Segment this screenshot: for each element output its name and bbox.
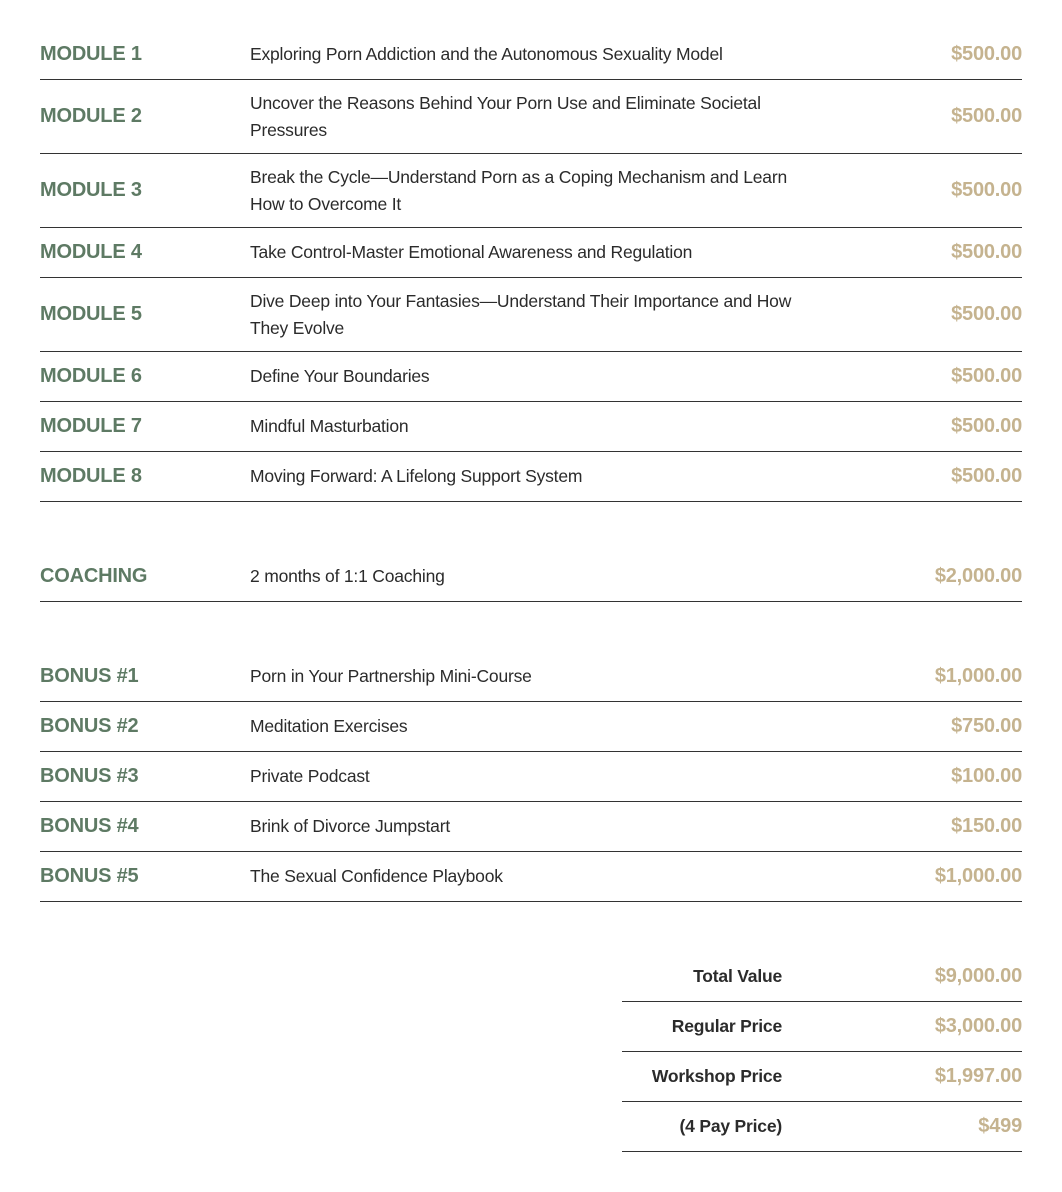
summary-price: $1,997.00: [934, 1065, 1022, 1087]
module-price: $500.00: [951, 179, 1022, 201]
module-price: $500.00: [951, 365, 1022, 387]
bonus-row: [40, 702, 1022, 752]
summary-label: Total Value: [693, 966, 782, 986]
coaching-label: COACHING: [40, 565, 148, 587]
summary-price: $9,000.00: [934, 965, 1022, 987]
module-row: [40, 278, 1022, 352]
module-row: [40, 352, 1022, 402]
bonus-label: BONUS #2: [40, 715, 139, 737]
bonus-row: [40, 752, 1022, 802]
bonus-price: $100.00: [951, 765, 1022, 787]
summary-row: [622, 1102, 1022, 1152]
bonus-row: [40, 652, 1022, 702]
module-title: Define Your Boundaries: [250, 366, 430, 386]
module-price: $500.00: [951, 465, 1022, 487]
module-row: [40, 228, 1022, 278]
bonus-label: BONUS #4: [40, 815, 139, 837]
summary-label: (4 Pay Price): [679, 1116, 782, 1136]
modules-table: [40, 30, 1022, 502]
bonus-row: [40, 852, 1022, 902]
module-label: MODULE 7: [40, 415, 142, 437]
module-row: [40, 154, 1022, 228]
coaching-title: 2 months of 1:1 Coaching: [250, 566, 445, 586]
bonus-title: The Sexual Confidence Playbook: [250, 866, 503, 886]
coaching-row: [40, 552, 1022, 602]
module-title: Moving Forward: A Lifelong Support System: [250, 466, 583, 486]
module-row: [40, 80, 1022, 154]
price-summary: [622, 952, 1022, 1152]
bonus-title: Porn in Your Partnership Mini-Course: [250, 666, 532, 686]
bonus-row: [40, 802, 1022, 852]
summary-price: $499: [978, 1115, 1022, 1137]
module-label: MODULE 5: [40, 303, 142, 325]
summary-label: Regular Price: [671, 1016, 782, 1036]
module-label: MODULE 2: [40, 105, 142, 127]
module-row: [40, 402, 1022, 452]
module-label: MODULE 4: [40, 241, 142, 263]
module-label: MODULE 1: [40, 43, 142, 65]
module-title: Exploring Porn Addiction and the Autonomous Sexuality Model: [250, 44, 723, 64]
bonus-title: Meditation Exercises: [250, 716, 408, 736]
module-label: MODULE 8: [40, 465, 142, 487]
module-price: $500.00: [951, 241, 1022, 263]
module-title: Uncover the Reasons Behind Your Porn Use and Eliminate Societal Pressures: [250, 92, 761, 140]
module-title: Mindful Masturbation: [250, 416, 409, 436]
module-price: $500.00: [951, 43, 1022, 65]
module-price: $500.00: [951, 415, 1022, 437]
bonus-price: $750.00: [951, 715, 1022, 737]
summary-row: [622, 1052, 1022, 1102]
module-label: MODULE 6: [40, 365, 142, 387]
bonuses-table: [40, 652, 1022, 902]
bonus-title: Private Podcast: [250, 766, 370, 786]
module-title: Take Control-Master Emotional Awareness and Regulation: [250, 242, 693, 262]
module-row: [40, 30, 1022, 80]
module-price: $500.00: [951, 105, 1022, 127]
summary-row: [622, 1002, 1022, 1052]
coaching-price: $2,000.00: [934, 565, 1022, 587]
summary-price: $3,000.00: [934, 1015, 1022, 1037]
bonus-label: BONUS #3: [40, 765, 139, 787]
module-title: Dive Deep into Your Fantasies—Understand Their Importance and How They Evolve: [250, 290, 792, 338]
bonus-label: BONUS #5: [40, 865, 139, 887]
bonus-price: $1,000.00: [934, 865, 1022, 887]
bonus-label: BONUS #1: [40, 665, 139, 687]
bonus-title: Brink of Divorce Jumpstart: [250, 816, 450, 836]
module-row: [40, 452, 1022, 502]
module-price: $500.00: [951, 303, 1022, 325]
bonus-price: $1,000.00: [934, 665, 1022, 687]
bonus-price: $150.00: [951, 815, 1022, 837]
summary-label: Workshop Price: [651, 1066, 782, 1086]
module-title: Break the Cycle—Understand Porn as a Coping Mechanism and Learn How to Overcome It: [250, 166, 788, 214]
summary-row: [622, 952, 1022, 1002]
module-label: MODULE 3: [40, 179, 142, 201]
coaching-table: [40, 552, 1022, 602]
